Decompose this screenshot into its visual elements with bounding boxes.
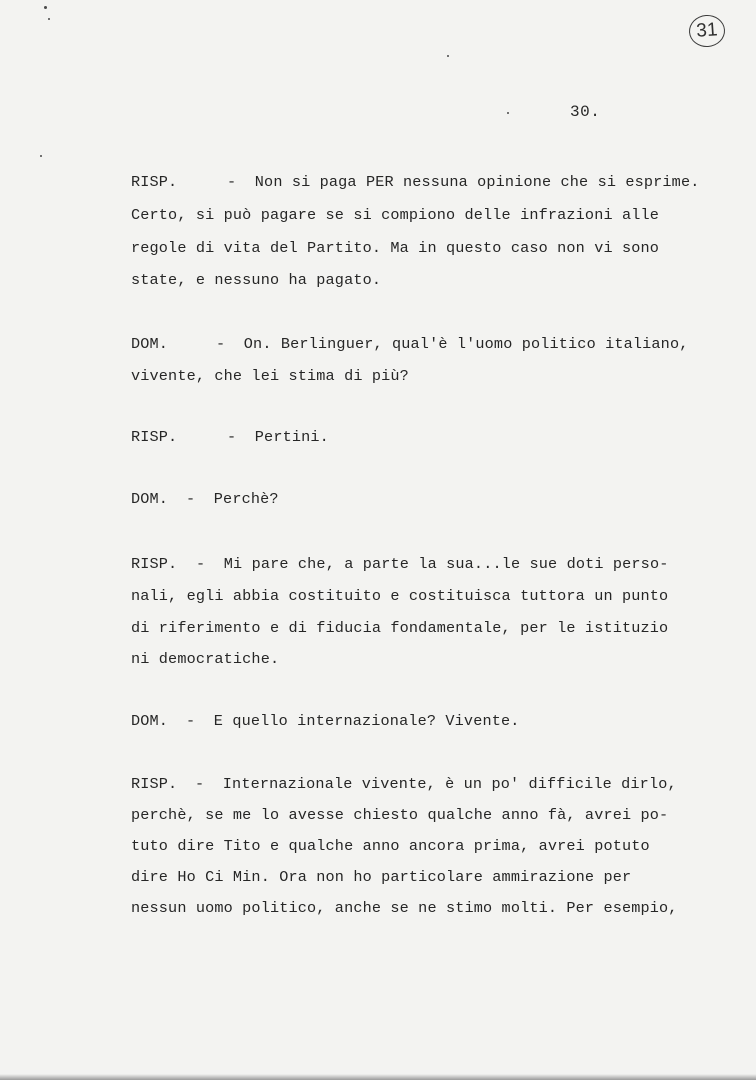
paragraph-first-line [131,335,688,353]
paragraph-line: perchè, se me lo avesse chiesto qualche anno fà, avrei po- [131,806,669,824]
speaker-label: DOM. [131,335,169,353]
paragraph-first-line [131,712,520,730]
speaker-label: DOM. [131,490,169,508]
paragraph-text: Mi pare che, a parte la sua...le sue doti perso- [223,555,669,573]
paragraph-first-line [131,428,329,446]
paragraph-line: di riferimento e di fiducia fondamentale, per le istituzio [131,619,669,637]
paragraph-line: vivente, che lei stima di più? [131,367,409,385]
paragraph-text: Pertini. [254,428,329,446]
dash: - [227,173,237,191]
paragraph-first-line [131,490,279,508]
paragraph-line: nessun uomo politico, anche se ne stimo molti. Per esempio, [131,899,678,917]
paragraph-line: regole di vita del Partito. Ma in questo caso non vi sono [131,239,660,257]
paragraph-text: Perchè? [213,490,279,508]
paragraph-text: E quello internazionale? Vivente. [213,712,520,730]
paragraph-line: ni democratiche. [131,650,280,668]
page-number: 30. [570,103,601,121]
ink-speck [44,6,47,9]
paragraph-text: Internazionale vivente, è un po' difficile dirlo, [222,775,677,793]
paragraph-text: Non si paga PER nessuna opinione che si esprime. [254,173,700,191]
paragraph-text: On. Berlinguer, qual'è l'uomo politico italiano, [243,335,689,353]
ink-speck [40,155,42,157]
dash: - [186,490,196,508]
paragraph-line: Certo, si può pagare se si compiono delle infrazioni alle [131,206,660,224]
speaker-label: RISP. [131,173,178,191]
paragraph-first-line [131,555,668,573]
speaker-label: DOM. [131,712,169,730]
dash: - [227,428,237,446]
ink-speck [507,112,509,114]
paragraph-line: state, e nessuno ha pagato. [131,271,382,289]
dash: - [216,335,226,353]
paragraph-line: dire Ho Ci Min. Ora non ho particolare ammirazione per [131,868,632,886]
paragraph-first-line [131,775,677,793]
paragraph-line: nali, egli abbia costituito e costituisca tuttora un punto [131,587,669,605]
dash: - [195,775,205,793]
dash: - [186,712,196,730]
paragraph-line: tuto dire Tito e qualche anno ancora prima, avrei potuto [131,837,650,855]
speaker-label: RISP. [131,775,178,793]
speaker-label: RISP. [131,555,178,573]
ink-speck [48,18,50,20]
dash: - [196,555,206,573]
paragraph-first-line [131,173,699,191]
ink-speck [447,55,449,57]
archive-number-stamp: 31 [688,14,726,48]
speaker-label: RISP. [131,428,178,446]
